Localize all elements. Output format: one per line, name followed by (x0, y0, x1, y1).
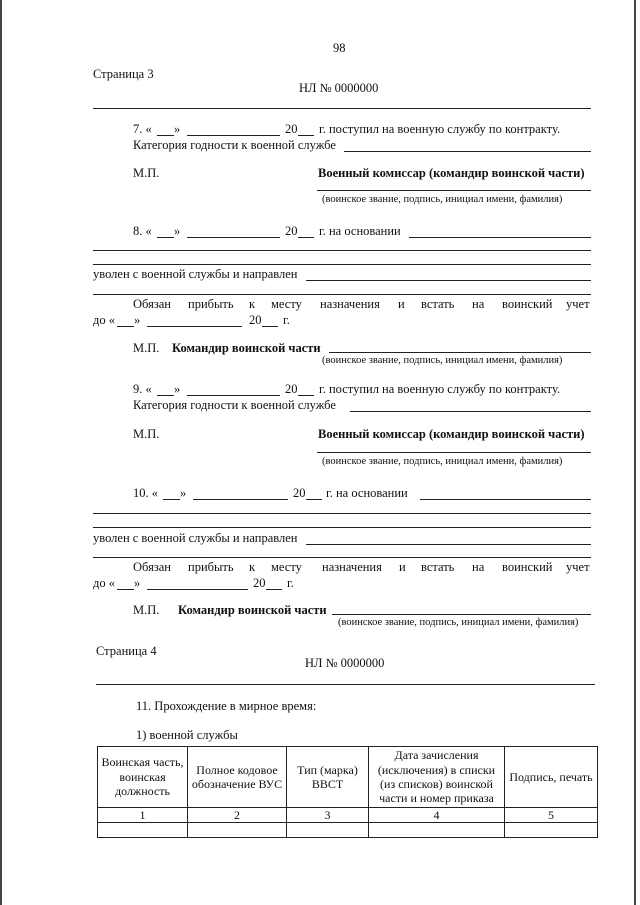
table-cell[interactable] (369, 823, 505, 838)
s10-until-month-blank[interactable] (147, 589, 248, 590)
page4-separator (96, 684, 595, 685)
s10-mp: М.П. (133, 603, 160, 617)
s9-line1-text: г. поступил на военную службу по контракту. (319, 382, 561, 396)
s10-basis-label: г. на основании (326, 486, 408, 500)
s8-destination-line-2[interactable] (93, 294, 591, 295)
table-header-row (98, 747, 598, 808)
page-edge-left (0, 0, 2, 905)
s10-obliged-word-2: прибыть (188, 560, 234, 574)
page4-label: Страница 4 (96, 644, 157, 658)
s8-date-open: 8. « (133, 224, 152, 238)
table-number-cell: 4 (369, 808, 505, 823)
s10-until-day-blank[interactable] (117, 589, 134, 590)
s10-until-year-prefix: 20 (253, 576, 266, 590)
s10-destination-line-2[interactable] (93, 557, 591, 558)
table-number-cell: 1 (98, 808, 188, 823)
s8-obliged-word-2: прибыть (188, 297, 234, 311)
table-header-cell: Дата зачисления (исключения) в списки (из списков) воинской части и номер приказа (369, 747, 505, 808)
s8-basis-line-3[interactable] (93, 264, 591, 265)
s7-year-prefix: 20 (285, 122, 298, 136)
s9-mp: М.П. (133, 427, 160, 441)
s7-date-open: 7. « (133, 122, 152, 136)
s8-obliged-word-9: воинский (502, 297, 553, 311)
s7-month-blank[interactable] (187, 135, 280, 136)
s10-obliged-word-7: встать (421, 560, 455, 574)
table-cell[interactable] (505, 823, 598, 838)
s10-until-year-blank[interactable] (266, 589, 282, 590)
table-header-cell: Полное кодовое обозначение ВУС (188, 747, 287, 808)
s10-dismissed-label: уволен с военной службы и направлен (93, 531, 298, 545)
s11-subheading: 1) военной службы (136, 728, 238, 742)
s8-signer: Командир воинской части (172, 341, 321, 355)
s8-until-open: до « (93, 313, 115, 327)
s8-obliged-word-4: месту (271, 297, 302, 311)
table-number-row (98, 808, 598, 823)
s9-fitness-label: Категория годности к военной службе (133, 398, 336, 412)
table-header-cell: Подпись, печать (505, 747, 598, 808)
s10-obliged-word-3: к (249, 560, 256, 574)
page4-doc-number: НЛ № 0000000 (305, 656, 385, 670)
s8-month-blank[interactable] (187, 237, 280, 238)
page-edge-right (634, 0, 636, 905)
s10-until-suffix: г. (287, 576, 294, 590)
s9-signature-hint: (воинское звание, подпись, инициал имени, фамилия) (322, 456, 563, 467)
s10-date-close: » (180, 486, 187, 500)
s11-heading: 11. Прохождение в мирное время: (136, 699, 317, 713)
table-row (98, 823, 598, 838)
s8-destination-blank[interactable] (306, 280, 591, 281)
s8-until-close: » (134, 313, 141, 327)
s10-obliged-word-10: учет (566, 560, 590, 574)
s8-until-suffix: г. (283, 313, 290, 327)
s9-signature-line[interactable] (317, 452, 591, 453)
table-header-cell: Тип (марка) ВВСТ (287, 747, 369, 808)
service-table (97, 746, 598, 838)
s8-obliged-word-7: встать (421, 297, 455, 311)
s7-date-close: » (174, 122, 181, 136)
s9-signer: Военный комиссар (командир воинской части) (318, 427, 585, 441)
s7-signer: Военный комиссар (командир воинской части) (318, 166, 585, 180)
s7-line1-text: г. поступил на военную службу по контракту. (319, 122, 561, 136)
s10-signer: Командир воинской части (178, 603, 327, 617)
s9-date-close: » (174, 382, 181, 396)
s10-obliged-word-9: воинский (502, 560, 553, 574)
s10-basis-line-2[interactable] (93, 513, 591, 514)
s8-basis-line-2[interactable] (93, 250, 591, 251)
s8-obliged-word-10: учет (566, 297, 590, 311)
s10-basis-blank[interactable] (420, 499, 591, 500)
s10-destination-blank[interactable] (306, 544, 591, 545)
s9-day-blank[interactable] (157, 395, 174, 396)
s10-date-open: 10. « (133, 486, 158, 500)
s10-basis-line-3[interactable] (93, 527, 591, 528)
s9-fitness-blank[interactable] (350, 411, 591, 412)
s8-year-blank[interactable] (298, 237, 314, 238)
s8-until-year-prefix: 20 (249, 313, 262, 327)
table-number-cell: 2 (188, 808, 287, 823)
s8-signature-hint: (воинское звание, подпись, инициал имени, фамилия) (322, 355, 563, 366)
page3-separator (93, 108, 591, 109)
page3-doc-number: НЛ № 0000000 (299, 81, 379, 95)
s7-day-blank[interactable] (157, 135, 174, 136)
s7-year-blank[interactable] (298, 135, 314, 136)
table-cell[interactable] (188, 823, 287, 838)
s8-until-month-blank[interactable] (147, 326, 242, 327)
table-number-cell: 3 (287, 808, 369, 823)
s9-date-open: 9. « (133, 382, 152, 396)
s10-obliged-word-5: назначения (322, 560, 382, 574)
s10-month-blank[interactable] (193, 499, 288, 500)
s10-until-close: » (134, 576, 141, 590)
s8-day-blank[interactable] (157, 237, 174, 238)
table-cell[interactable] (98, 823, 188, 838)
s7-fitness-blank[interactable] (344, 151, 591, 152)
s8-obliged-word-3: к (249, 297, 256, 311)
page3-label: Страница 3 (93, 67, 154, 81)
s7-signature-line[interactable] (317, 190, 591, 191)
s9-year-blank[interactable] (298, 395, 314, 396)
table-header-cell: Воинская часть, воинская должность (98, 747, 188, 808)
s10-signature-hint: (воинское звание, подпись, инициал имени, фамилия) (338, 617, 579, 628)
s8-obliged-word-1: Обязан (133, 297, 172, 311)
s8-date-close: » (174, 224, 181, 238)
s8-dismissed-label: уволен с военной службы и направлен (93, 267, 298, 281)
s10-until-open: до « (93, 576, 115, 590)
s10-signature-line[interactable] (332, 614, 591, 615)
s10-obliged-word-1: Обязан (133, 560, 172, 574)
s8-basis-label: г. на основании (319, 224, 401, 238)
s7-mp: М.П. (133, 166, 160, 180)
s7-signature-hint: (воинское звание, подпись, инициал имени, фамилия) (322, 194, 563, 205)
s8-until-year-blank[interactable] (262, 326, 278, 327)
s7-fitness-label: Категория годности к военной службе (133, 138, 336, 152)
page-number: 98 (333, 41, 346, 55)
s8-obliged-word-5: назначения (320, 297, 380, 311)
s10-obliged-word-8: на (472, 560, 485, 574)
table-number-cell: 5 (505, 808, 598, 823)
s9-year-prefix: 20 (285, 382, 298, 396)
s8-signature-line[interactable] (329, 352, 591, 353)
s10-obliged-word-4: месту (271, 560, 302, 574)
s8-obliged-word-6: и (398, 297, 405, 311)
s8-mp: М.П. (133, 341, 160, 355)
s9-month-blank[interactable] (187, 395, 280, 396)
s10-obliged-word-6: и (399, 560, 406, 574)
s8-year-prefix: 20 (285, 224, 298, 238)
s8-obliged-word-8: на (472, 297, 485, 311)
s10-year-blank[interactable] (306, 499, 322, 500)
s10-day-blank[interactable] (163, 499, 180, 500)
s8-basis-blank[interactable] (409, 237, 591, 238)
table-cell[interactable] (287, 823, 369, 838)
s10-year-prefix: 20 (293, 486, 306, 500)
s8-until-day-blank[interactable] (117, 326, 134, 327)
